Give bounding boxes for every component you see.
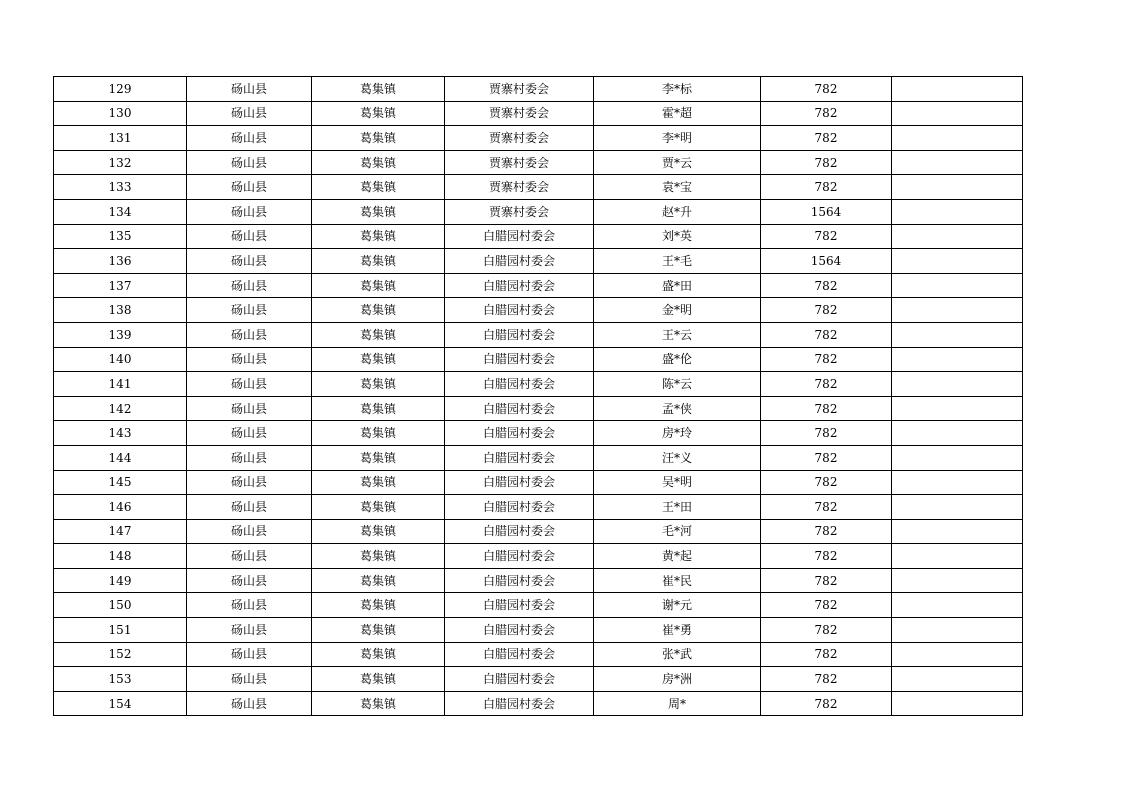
person-name-cell: 李*标: [594, 77, 761, 102]
table-row: [54, 101, 1023, 126]
county-cell: 砀山县: [187, 224, 312, 249]
amount-cell: 782: [761, 273, 892, 298]
town-cell: 葛集镇: [312, 593, 445, 618]
table-row: [54, 273, 1023, 298]
remarks-cell: [892, 618, 1023, 643]
town-cell: 葛集镇: [312, 175, 445, 200]
row-number-cell: 141: [54, 372, 187, 397]
amount-cell: 782: [761, 618, 892, 643]
remarks-cell: [892, 495, 1023, 520]
town-cell: 葛集镇: [312, 249, 445, 274]
village-committee-cell: 白腊园村委会: [445, 273, 594, 298]
remarks-cell: [892, 322, 1023, 347]
remarks-cell: [892, 101, 1023, 126]
row-number-cell: 145: [54, 470, 187, 495]
town-cell: 葛集镇: [312, 396, 445, 421]
village-committee-cell: 白腊园村委会: [445, 568, 594, 593]
county-cell: 砀山县: [187, 667, 312, 692]
row-number-cell: 144: [54, 445, 187, 470]
person-name-cell: 李*明: [594, 126, 761, 151]
remarks-cell: [892, 470, 1023, 495]
row-number-cell: 140: [54, 347, 187, 372]
amount-cell: 782: [761, 593, 892, 618]
person-name-cell: 盛*田: [594, 273, 761, 298]
table-row: [54, 372, 1023, 397]
table-row: [54, 618, 1023, 643]
amount-cell: 782: [761, 150, 892, 175]
row-number-cell: 136: [54, 249, 187, 274]
row-number-cell: 154: [54, 691, 187, 716]
village-committee-cell: 贾寨村委会: [445, 199, 594, 224]
village-committee-cell: 白腊园村委会: [445, 249, 594, 274]
town-cell: 葛集镇: [312, 544, 445, 569]
row-number-cell: 153: [54, 667, 187, 692]
person-name-cell: 崔*勇: [594, 618, 761, 643]
row-number-cell: 138: [54, 298, 187, 323]
amount-cell: 782: [761, 445, 892, 470]
town-cell: 葛集镇: [312, 445, 445, 470]
county-cell: 砀山县: [187, 470, 312, 495]
remarks-cell: [892, 593, 1023, 618]
village-committee-cell: 白腊园村委会: [445, 495, 594, 520]
row-number-cell: 133: [54, 175, 187, 200]
row-number-cell: 132: [54, 150, 187, 175]
village-committee-cell: 白腊园村委会: [445, 618, 594, 643]
village-committee-cell: 白腊园村委会: [445, 322, 594, 347]
roster-body: [54, 77, 1023, 716]
table-row: [54, 421, 1023, 446]
county-cell: 砀山县: [187, 445, 312, 470]
table-row: [54, 249, 1023, 274]
village-committee-cell: 白腊园村委会: [445, 445, 594, 470]
county-cell: 砀山县: [187, 101, 312, 126]
table-row: [54, 470, 1023, 495]
town-cell: 葛集镇: [312, 322, 445, 347]
row-number-cell: 151: [54, 618, 187, 643]
county-cell: 砀山县: [187, 175, 312, 200]
town-cell: 葛集镇: [312, 77, 445, 102]
amount-cell: 782: [761, 101, 892, 126]
town-cell: 葛集镇: [312, 199, 445, 224]
row-number-cell: 146: [54, 495, 187, 520]
remarks-cell: [892, 396, 1023, 421]
remarks-cell: [892, 568, 1023, 593]
amount-cell: 782: [761, 421, 892, 446]
village-committee-cell: 白腊园村委会: [445, 224, 594, 249]
county-cell: 砀山县: [187, 618, 312, 643]
village-committee-cell: 贾寨村委会: [445, 101, 594, 126]
amount-cell: 782: [761, 396, 892, 421]
person-name-cell: 陈*云: [594, 372, 761, 397]
county-cell: 砀山县: [187, 691, 312, 716]
table-row: [54, 544, 1023, 569]
table-row: [54, 642, 1023, 667]
row-number-cell: 130: [54, 101, 187, 126]
county-cell: 砀山县: [187, 273, 312, 298]
table-row: [54, 199, 1023, 224]
village-committee-cell: 白腊园村委会: [445, 347, 594, 372]
amount-cell: 782: [761, 667, 892, 692]
remarks-cell: [892, 519, 1023, 544]
town-cell: 葛集镇: [312, 667, 445, 692]
subsidy-roster-table: [53, 76, 1023, 716]
town-cell: 葛集镇: [312, 347, 445, 372]
table-row: [54, 495, 1023, 520]
town-cell: 葛集镇: [312, 642, 445, 667]
person-name-cell: 谢*元: [594, 593, 761, 618]
village-committee-cell: 白腊园村委会: [445, 691, 594, 716]
amount-cell: 782: [761, 298, 892, 323]
person-name-cell: 周*: [594, 691, 761, 716]
person-name-cell: 吴*明: [594, 470, 761, 495]
town-cell: 葛集镇: [312, 126, 445, 151]
person-name-cell: 王*云: [594, 322, 761, 347]
remarks-cell: [892, 77, 1023, 102]
person-name-cell: 孟*侠: [594, 396, 761, 421]
row-number-cell: 152: [54, 642, 187, 667]
village-committee-cell: 白腊园村委会: [445, 642, 594, 667]
remarks-cell: [892, 372, 1023, 397]
remarks-cell: [892, 544, 1023, 569]
amount-cell: 1564: [761, 199, 892, 224]
person-name-cell: 金*明: [594, 298, 761, 323]
county-cell: 砀山县: [187, 249, 312, 274]
village-committee-cell: 贾寨村委会: [445, 175, 594, 200]
person-name-cell: 张*武: [594, 642, 761, 667]
amount-cell: 782: [761, 691, 892, 716]
village-committee-cell: 贾寨村委会: [445, 150, 594, 175]
person-name-cell: 房*玲: [594, 421, 761, 446]
person-name-cell: 崔*民: [594, 568, 761, 593]
county-cell: 砀山县: [187, 77, 312, 102]
row-number-cell: 135: [54, 224, 187, 249]
person-name-cell: 王*田: [594, 495, 761, 520]
remarks-cell: [892, 642, 1023, 667]
county-cell: 砀山县: [187, 347, 312, 372]
county-cell: 砀山县: [187, 150, 312, 175]
person-name-cell: 霍*超: [594, 101, 761, 126]
person-name-cell: 房*洲: [594, 667, 761, 692]
county-cell: 砀山县: [187, 593, 312, 618]
amount-cell: 782: [761, 224, 892, 249]
county-cell: 砀山县: [187, 126, 312, 151]
row-number-cell: 142: [54, 396, 187, 421]
person-name-cell: 刘*英: [594, 224, 761, 249]
amount-cell: 1564: [761, 249, 892, 274]
town-cell: 葛集镇: [312, 519, 445, 544]
village-committee-cell: 白腊园村委会: [445, 396, 594, 421]
table-row: [54, 126, 1023, 151]
amount-cell: 782: [761, 77, 892, 102]
town-cell: 葛集镇: [312, 150, 445, 175]
county-cell: 砀山县: [187, 396, 312, 421]
county-cell: 砀山县: [187, 322, 312, 347]
table-row: [54, 175, 1023, 200]
county-cell: 砀山县: [187, 372, 312, 397]
amount-cell: 782: [761, 175, 892, 200]
table-row: [54, 150, 1023, 175]
table-row: [54, 445, 1023, 470]
table-row: [54, 519, 1023, 544]
amount-cell: 782: [761, 544, 892, 569]
county-cell: 砀山县: [187, 519, 312, 544]
remarks-cell: [892, 347, 1023, 372]
table-row: [54, 396, 1023, 421]
row-number-cell: 148: [54, 544, 187, 569]
remarks-cell: [892, 249, 1023, 274]
row-number-cell: 139: [54, 322, 187, 347]
table-row: [54, 298, 1023, 323]
village-committee-cell: 白腊园村委会: [445, 372, 594, 397]
table-row: [54, 347, 1023, 372]
county-cell: 砀山县: [187, 495, 312, 520]
town-cell: 葛集镇: [312, 495, 445, 520]
amount-cell: 782: [761, 322, 892, 347]
row-number-cell: 129: [54, 77, 187, 102]
person-name-cell: 盛*伦: [594, 347, 761, 372]
town-cell: 葛集镇: [312, 618, 445, 643]
county-cell: 砀山县: [187, 568, 312, 593]
county-cell: 砀山县: [187, 421, 312, 446]
amount-cell: 782: [761, 495, 892, 520]
town-cell: 葛集镇: [312, 101, 445, 126]
remarks-cell: [892, 691, 1023, 716]
remarks-cell: [892, 298, 1023, 323]
person-name-cell: 黄*起: [594, 544, 761, 569]
row-number-cell: 143: [54, 421, 187, 446]
table-row: [54, 667, 1023, 692]
county-cell: 砀山县: [187, 642, 312, 667]
remarks-cell: [892, 224, 1023, 249]
town-cell: 葛集镇: [312, 372, 445, 397]
amount-cell: 782: [761, 470, 892, 495]
remarks-cell: [892, 175, 1023, 200]
village-committee-cell: 白腊园村委会: [445, 593, 594, 618]
amount-cell: 782: [761, 642, 892, 667]
town-cell: 葛集镇: [312, 568, 445, 593]
table-row: [54, 224, 1023, 249]
town-cell: 葛集镇: [312, 691, 445, 716]
town-cell: 葛集镇: [312, 298, 445, 323]
village-committee-cell: 贾寨村委会: [445, 77, 594, 102]
remarks-cell: [892, 445, 1023, 470]
row-number-cell: 149: [54, 568, 187, 593]
table-row: [54, 593, 1023, 618]
county-cell: 砀山县: [187, 544, 312, 569]
row-number-cell: 134: [54, 199, 187, 224]
table-row: [54, 691, 1023, 716]
remarks-cell: [892, 421, 1023, 446]
person-name-cell: 贾*云: [594, 150, 761, 175]
village-committee-cell: 白腊园村委会: [445, 519, 594, 544]
row-number-cell: 147: [54, 519, 187, 544]
village-committee-cell: 白腊园村委会: [445, 544, 594, 569]
county-cell: 砀山县: [187, 199, 312, 224]
remarks-cell: [892, 150, 1023, 175]
table-row: [54, 77, 1023, 102]
table-row: [54, 322, 1023, 347]
amount-cell: 782: [761, 347, 892, 372]
remarks-cell: [892, 273, 1023, 298]
remarks-cell: [892, 126, 1023, 151]
town-cell: 葛集镇: [312, 470, 445, 495]
amount-cell: 782: [761, 372, 892, 397]
person-name-cell: 王*毛: [594, 249, 761, 274]
person-name-cell: 毛*河: [594, 519, 761, 544]
table-row: [54, 568, 1023, 593]
person-name-cell: 赵*升: [594, 199, 761, 224]
amount-cell: 782: [761, 568, 892, 593]
town-cell: 葛集镇: [312, 421, 445, 446]
town-cell: 葛集镇: [312, 273, 445, 298]
village-committee-cell: 白腊园村委会: [445, 298, 594, 323]
row-number-cell: 150: [54, 593, 187, 618]
village-committee-cell: 贾寨村委会: [445, 126, 594, 151]
village-committee-cell: 白腊园村委会: [445, 470, 594, 495]
person-name-cell: 袁*宝: [594, 175, 761, 200]
remarks-cell: [892, 199, 1023, 224]
village-committee-cell: 白腊园村委会: [445, 667, 594, 692]
amount-cell: 782: [761, 519, 892, 544]
village-committee-cell: 白腊园村委会: [445, 421, 594, 446]
row-number-cell: 137: [54, 273, 187, 298]
town-cell: 葛集镇: [312, 224, 445, 249]
row-number-cell: 131: [54, 126, 187, 151]
person-name-cell: 汪*义: [594, 445, 761, 470]
county-cell: 砀山县: [187, 298, 312, 323]
remarks-cell: [892, 667, 1023, 692]
amount-cell: 782: [761, 126, 892, 151]
